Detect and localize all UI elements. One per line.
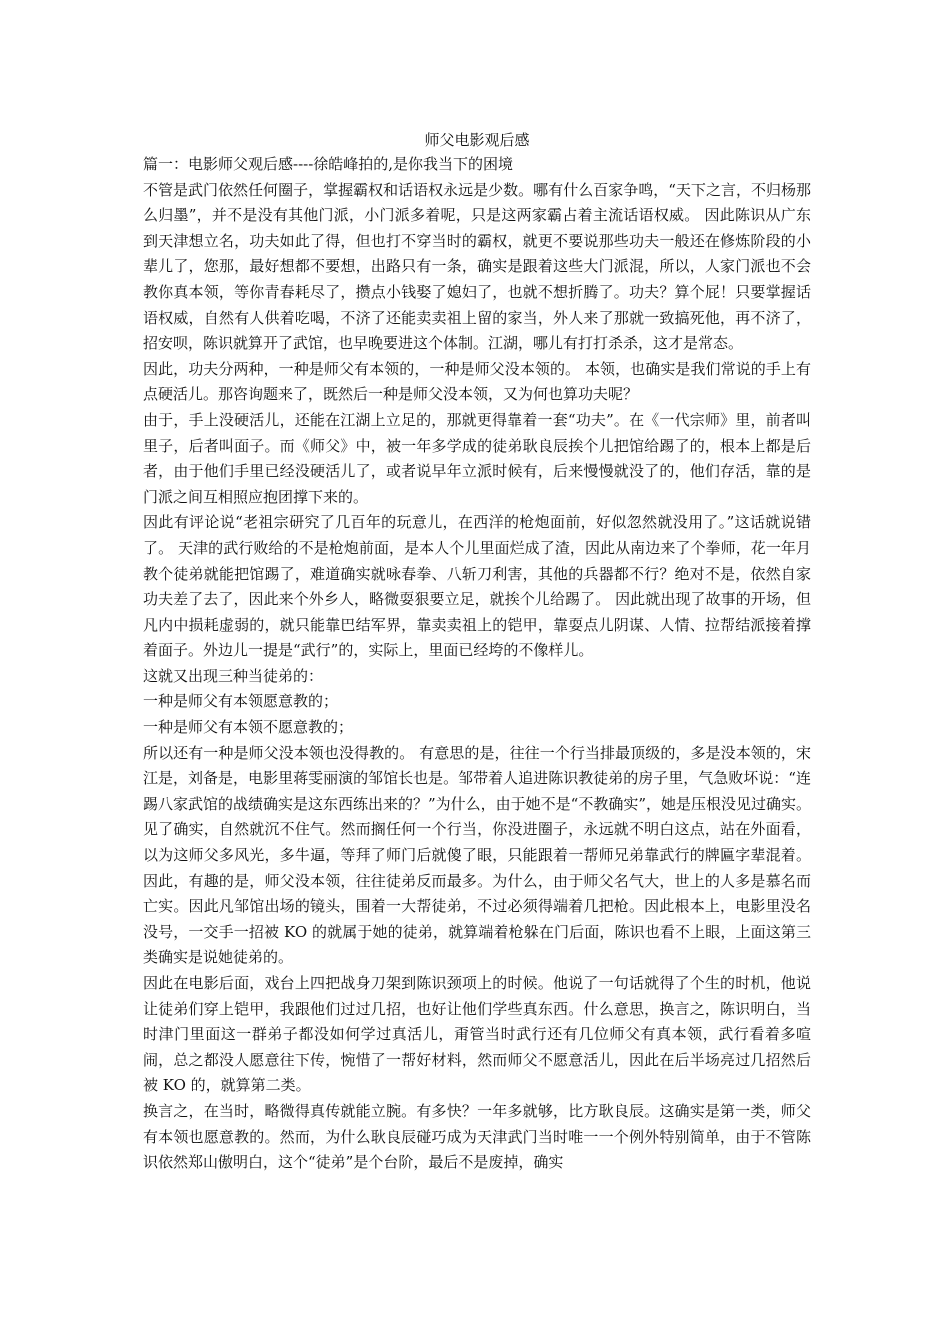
paragraph: 这就又出现三种当徒弟的：: [143, 666, 324, 685]
paragraph: 一种是师父有本领不愿意教的；: [143, 718, 354, 737]
paragraph: 由于，手上没硬活儿，还能在江湖上立足的，那就更得靠着一套“功夫”。在《一代宗师》里，前者叫里子，后者叫面子。而《师父》中，被一年多学成的徒弟耿良辰挨个儿把馆给踢了的，根本上都是后者，由于他们手里已经没硬活儿了，或者说早年立派时候有，后来慢慢就没了的，他们存活，靠的是门派之间互相照应抱团撑下来的。: [143, 410, 811, 506]
paragraph: 一种是师父有本领愿意教的；: [143, 692, 339, 711]
document-body: [143, 128, 811, 1176]
document-title: 师父电影观后感: [424, 131, 530, 149]
paragraph-subtitle: 篇一：电影师父观后感----徐皓峰拍的,是你我当下的困境: [143, 155, 514, 173]
paragraph: 因此有评论说“老祖宗研究了几百年的玩意儿，在西洋的枪炮面前，好似忽然就没用了。”这话就说错了。 天津的武行败给的不是枪炮前面，是本人个儿里面烂成了渣，因此从南边来了个拳师，花一年月教个徒弟就能把馆踢了，难道确实就咏春拳、八斩刀利害，其他的兵器都不行？绝对不是，依然自家功夫差了去了，因此来个外乡人，略微耍狠要立足，就挨个儿给踢了。 因此就出现了故事的开场，但凡内中损耗虚弱的，就只能靠巴结军界，靠卖卖祖上的铠甲，靠耍点儿阴谋、人情、拉帮结派接着撑着面子。外边儿一提是“武行”的，实际上，里面已经垮的不像样儿。: [143, 513, 811, 660]
paragraph: 所以还有一种是师父没本领也没得教的。 有意思的是，往往一个行当排最顶级的，多是没本领的，宋江是，刘备是，电影里蒋雯丽演的邹馆长也是。邹带着人追进陈识教徒弟的房子里，气急败坏说：“连踢八家武馆的战绩确实是这东西练出来的？”为什么，由于她不是“不教确实”，她是压根没见过确实。见了确实，自然就沉不住气。然而搁任何一个行当，你没进圈子，永远就不明白这点，站在外面看，以为这师父多风光，多牛逼，等拜了师门后就傻了眼，只能跟着一帮师兄弟靠武行的牌匾字辈混着。因此，有趣的是，师父没本领，往往徒弟反而最多。为什么，由于师父名气大，世上的人多是慕名而亡实。因此凡邹馆出场的镜头，围着一大帮徒弟，不过必须得端着几把枪。因此根本上，电影里没名没号，一交手一招被 KO 的就属于她的徒弟，就算端着枪躲在门后面，陈识也看不上眼，上面这第三类确实是说她徒弟的。: [143, 743, 812, 967]
paragraph: 因此，功夫分两种，一种是师父有本领的，一种是师父没本领的。 本领，也确实是我们常说的手上有点硬活儿。那咨询题来了，既然后一种是师父没本领，又为何也算功夫呢？: [143, 359, 811, 404]
paragraph: 因此在电影后面，戏台上四把战身刀架到陈识颈项上的时候。他说了一句话就得了个生的时机，他说让徒弟们穿上铠甲，我跟他们过过几招，也好让他们学些真东西。什么意思，换言之，陈识明白，当时津门里面这一群弟子都没如何学过真活儿，甭管当时武行还有几位师父有真本领，武行看着多喧闹，总之都没人愿意往下传，惋惜了一帮好材料，然而师父不愿意活儿，因此在后半场亮过几招然后被 KO 的，就算第二类。: [143, 974, 811, 1095]
paragraph: 不管是武门依然任何圈子，掌握霸权和话语权永远是少数。哪有什么百家争鸣，“天下之言，不归杨那么归墨”，并不是没有其他门派，小门派多着呢，只是这两家霸占着主流话语权威。 因此陈识从广东到天津想立名，功夫如此了得，但也打不穿当时的霸权，就更不要说那些功夫一般还在修炼阶段的小辈儿了，您那，最好想都不要想，出路只有一条，确实是跟着这些大门派混，所以，人家门派也不会教你真本领，等你青春耗尽了，攒点小钱娶了媳妇了，也就不想折腾了。功夫？算个屁！只要掌握话语权威，自然有人供着吃喝，不济了还能卖卖祖上留的家当，外人来了那就一致搞死他，再不济了，招安呗，陈识就算开了武馆，也早晚要进这个体制。江湖，哪儿有打打杀杀，这才是常态。: [143, 180, 811, 353]
paragraph: 换言之，在当时，略微得真传就能立腕。有多快？一年多就够，比方耿良辰。这确实是第一类，师父有本领也愿意教的。然而，为什么耿良辰碰巧成为天津武门当时唯一一个例外特别简单，由于不管陈识依然郑山傲明白，这个“徒弟”是个台阶，最后不是废掉，确实: [143, 1101, 811, 1172]
